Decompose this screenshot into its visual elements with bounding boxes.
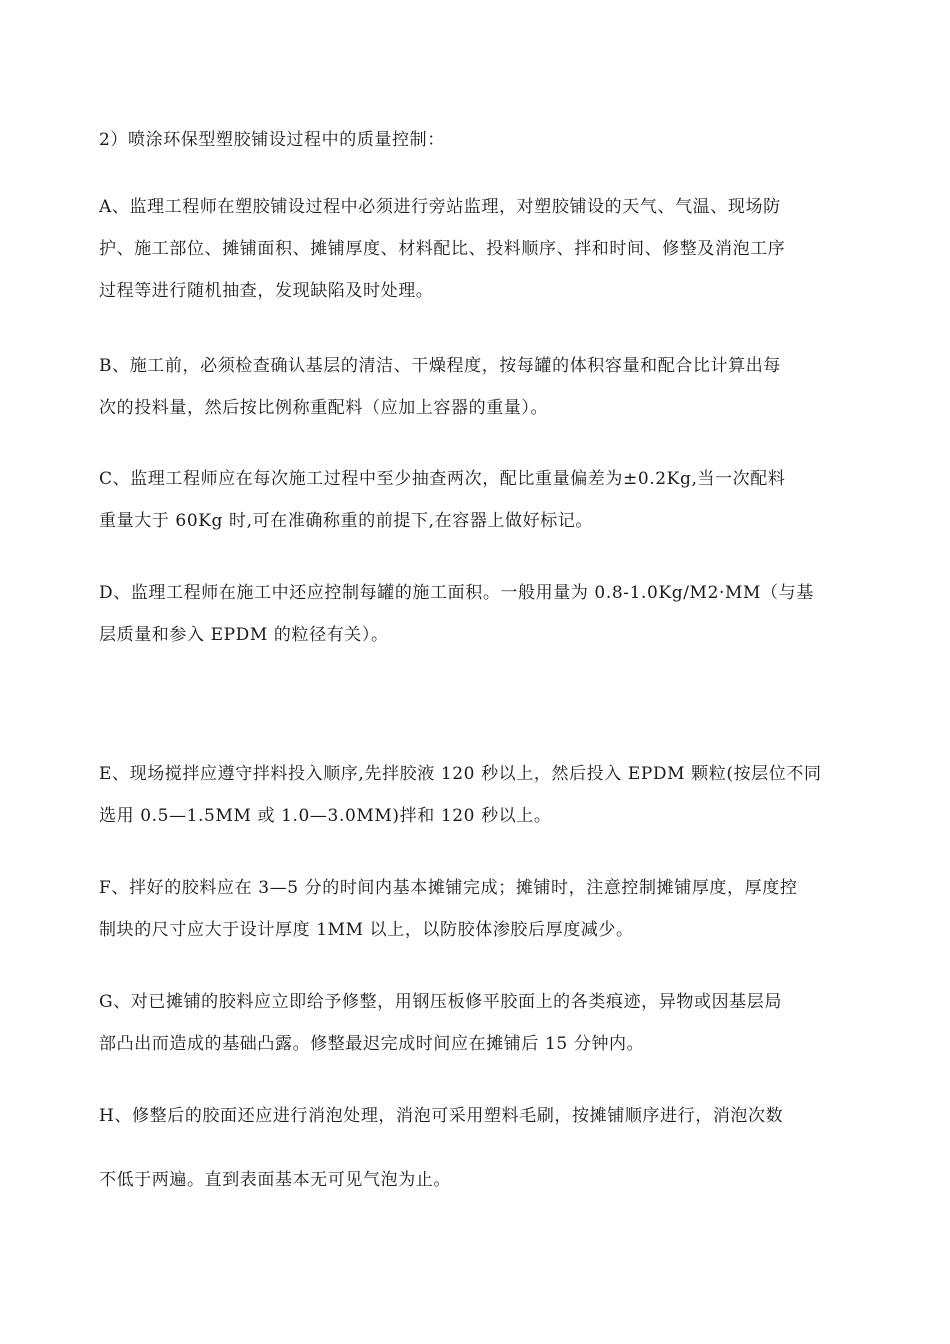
paragraph-a-line-1: A、监理工程师在塑胶铺设过程中必须进行旁站监理，对塑胶铺设的天气、气温、现场防 bbox=[99, 197, 781, 217]
paragraph-d-line-2: 层质量和参入 EPDM 的粒径有关）。 bbox=[99, 625, 389, 645]
paragraph-b bbox=[99, 345, 859, 429]
paragraph-f-line-1: F、拌好的胶料应在 3—5 分的时间内基本摊铺完成；摊铺时，注意控制摊铺厚度，厚度控 bbox=[99, 878, 798, 898]
paragraph-g bbox=[99, 981, 859, 1065]
paragraph-f-line-2: 制块的尺寸应大于设计厚度 1MM 以上，以防胶体渗胶后厚度减少。 bbox=[99, 920, 634, 940]
paragraph-h-line-1: H、修整后的胶面还应进行消泡处理，消泡可采用塑料毛刷，按摊铺顺序进行，消泡次数 bbox=[99, 1106, 784, 1126]
paragraph-d bbox=[99, 572, 859, 656]
paragraph-b-line-2: 次的投料量，然后按比例称重配料（应加上容器的重量）。 bbox=[99, 398, 549, 418]
paragraph-e-line-2: 选用 0.5—1.5MM 或 1.0—3.0MM)拌和 120 秒以上。 bbox=[99, 806, 552, 826]
paragraph-c-line-2: 重量大于 60Kg 时,可在准确称重的前提下,在容器上做好标记。 bbox=[99, 511, 594, 531]
paragraph-b-line-1: B、施工前，必须检查确认基层的清洁、干燥程度，按每罐的体积容量和配合比计算出每 bbox=[99, 356, 781, 376]
paragraph-h bbox=[99, 1095, 859, 1201]
section-heading bbox=[99, 119, 859, 161]
paragraph-a-line-2: 护、施工部位、摊铺面积、摊铺厚度、材料配比、投料顺序、拌和时间、修整及消泡工序 bbox=[99, 239, 786, 259]
paragraph-a bbox=[99, 186, 859, 312]
paragraph-a-line-3: 过程等进行随机抽查，发现缺陷及时处理。 bbox=[99, 281, 434, 301]
paragraph-g-line-1: G、对已摊铺的胶料应立即给予修整，用钢压板修平胶面上的各类痕迹，异物或因基层局 bbox=[99, 992, 782, 1012]
paragraph-f bbox=[99, 867, 859, 951]
paragraph-c-line-1: C、监理工程师应在每次施工过程中至少抽查两次，配比重量偏差为±0.2Kg,当一次配料 bbox=[99, 469, 786, 489]
paragraph-h-line-2: 不低于两遍。直到表面基本无可见气泡为止。 bbox=[99, 1170, 451, 1190]
paragraph-e-line-1: E、现场搅拌应遵守拌料投入顺序,先拌胶液 120 秒以上，然后投入 EPDM 颗粒(按层位不同 bbox=[99, 764, 822, 784]
paragraph-e bbox=[99, 753, 859, 837]
paragraph-c bbox=[99, 458, 859, 542]
paragraph-g-line-2: 部凸出而造成的基础凸露。修整最迟完成时间应在摊铺后 15 分钟内。 bbox=[99, 1034, 645, 1054]
heading-text: 2）喷涂环保型塑胶铺设过程中的质量控制： bbox=[99, 130, 445, 150]
paragraph-d-line-1: D、监理工程师在施工中还应控制每罐的施工面积。一般用量为 0.8-1.0Kg/M2·MM（与基 bbox=[99, 583, 814, 603]
